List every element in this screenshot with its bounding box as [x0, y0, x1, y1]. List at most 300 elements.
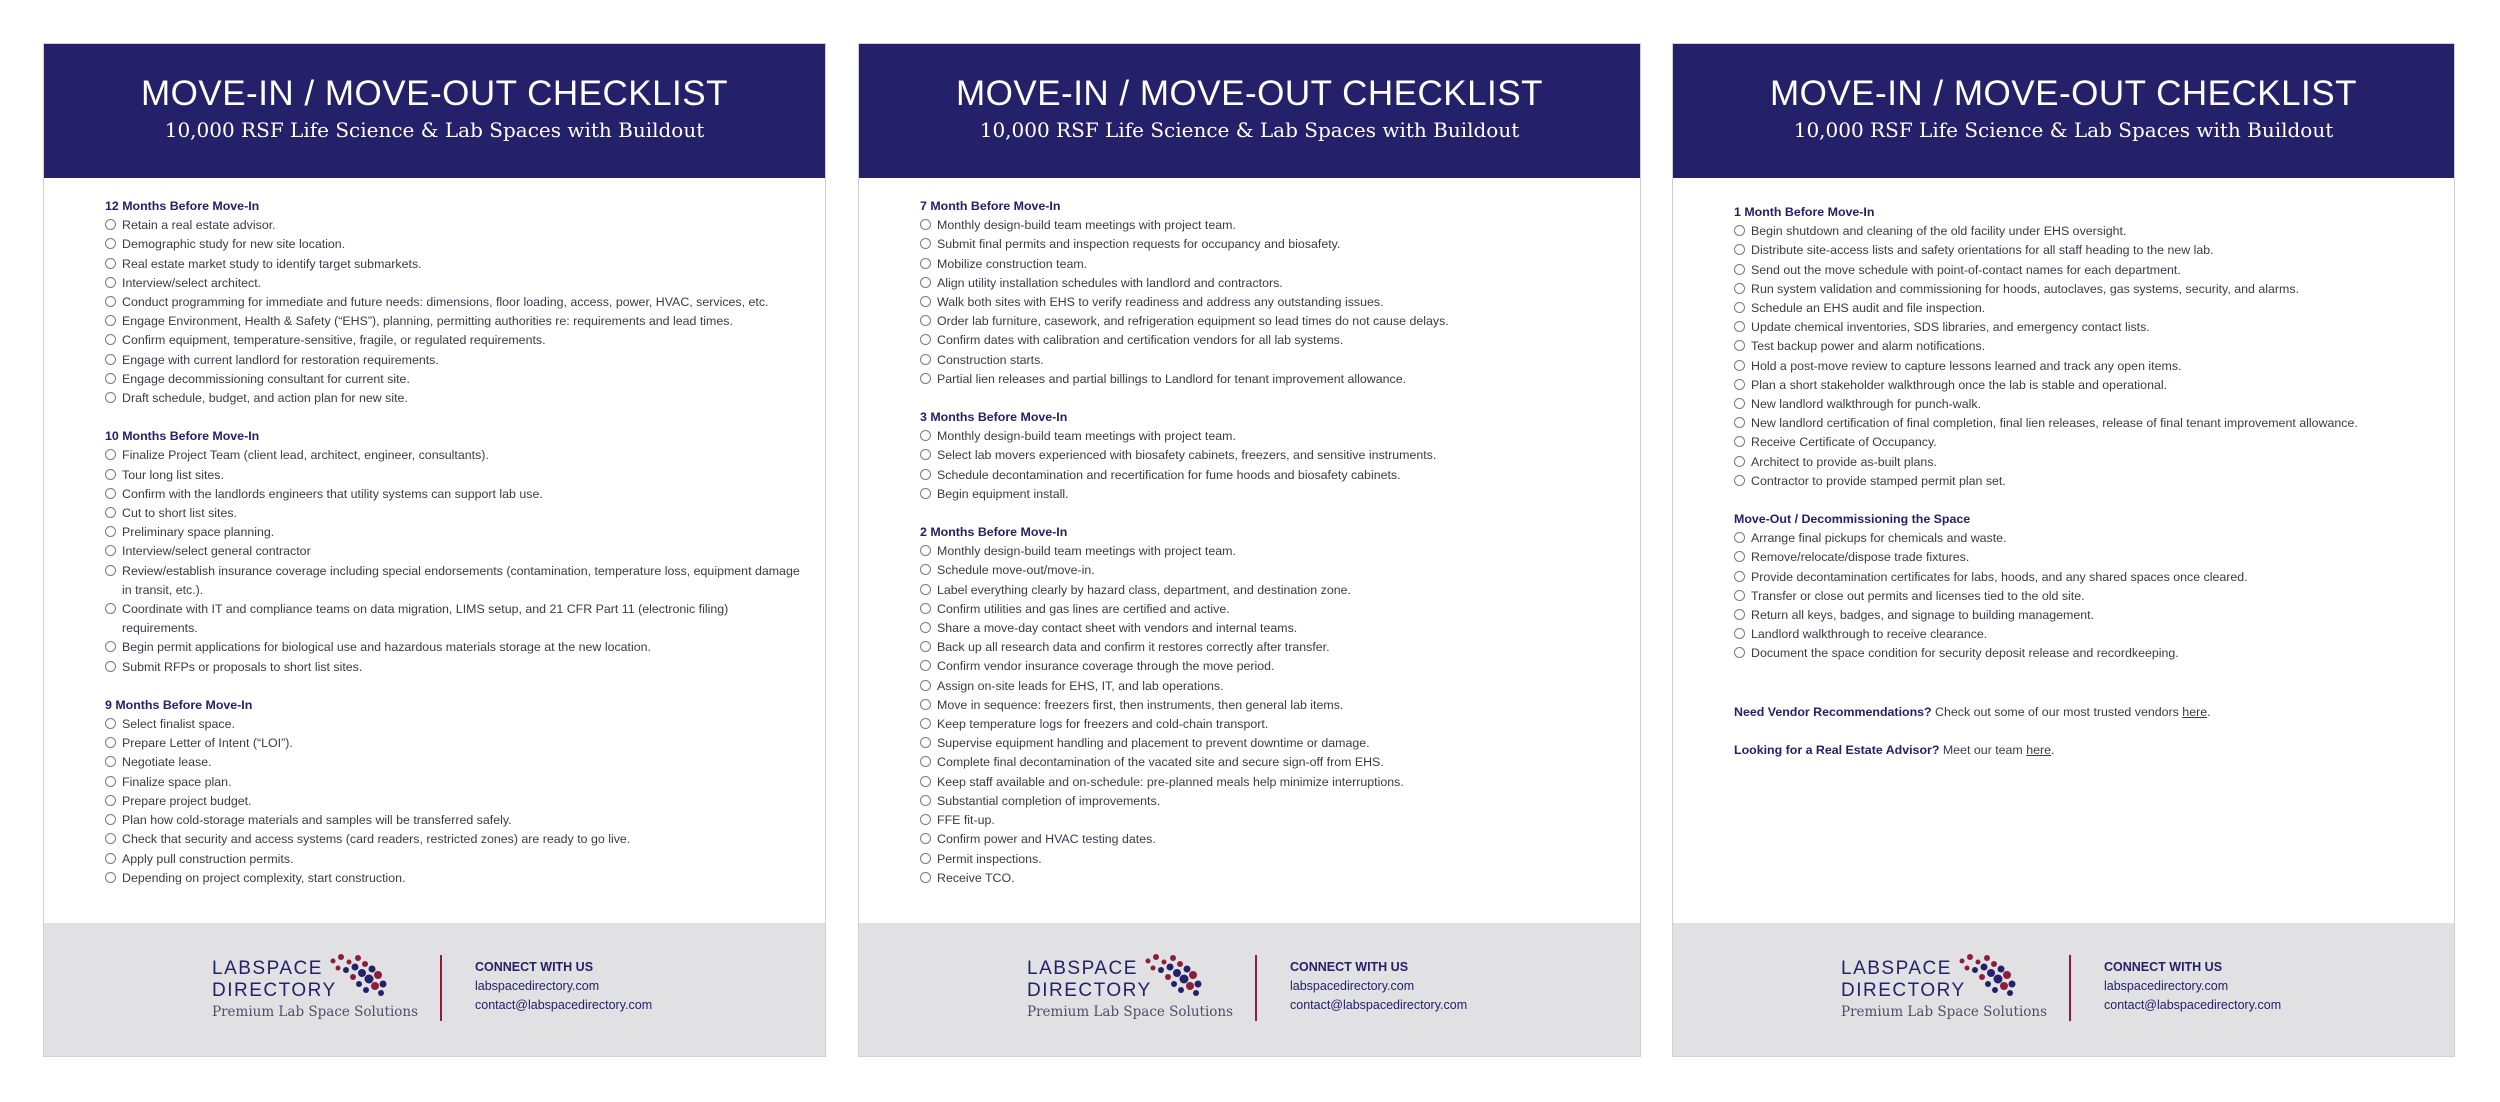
- checklist-item-text: Distribute site-access lists and safety orientations for all staff heading to the new lab.: [1751, 243, 2214, 258]
- checklist-item-text: Provide decontamination certificates for labs, hoods, and any shared spaces once cleared.: [1751, 569, 2248, 584]
- checkbox-circle-icon[interactable]: [1734, 244, 1745, 255]
- brand-line-2: DIRECTORY: [1841, 980, 1966, 1001]
- checklist-item: [920, 696, 1620, 715]
- checklist-item-text: Mobilize construction team.: [937, 256, 1088, 271]
- checklist-item-text: Walk both sites with EHS to verify readiness and address any outstanding issues.: [937, 295, 1384, 310]
- checkbox-circle-icon[interactable]: [105, 814, 116, 825]
- connect-heading: CONNECT WITH US: [2104, 960, 2223, 974]
- checklist-item: [1734, 625, 2434, 644]
- checkbox-circle-icon[interactable]: [1734, 398, 1745, 409]
- checklist-section: [1734, 203, 2434, 491]
- checkbox-circle-icon[interactable]: [1734, 340, 1745, 351]
- checklist-item: [105, 658, 805, 677]
- checklist-items: [1734, 222, 2434, 491]
- logo-dot: [1158, 967, 1164, 973]
- email-link[interactable]: contact@labspacedirectory.com: [1290, 998, 1468, 1012]
- checklist-item: [920, 216, 1620, 235]
- logo-dot: [374, 971, 382, 979]
- logo-dot: [1987, 969, 1995, 977]
- page-subtitle: 10,000 RSF Life Science & Lab Spaces with Buildout: [979, 118, 1520, 142]
- logo-dot: [1976, 960, 1981, 965]
- checklist-item-text: Plan how cold-storage materials and samples will be transferred safely.: [122, 813, 512, 828]
- checklist-item: [920, 619, 1620, 638]
- checklist-item-text: Landlord walkthrough to receive clearance.: [1751, 627, 1988, 642]
- logo-dot: [1992, 987, 1998, 993]
- checklist-item: [105, 235, 805, 254]
- checkbox-circle-icon[interactable]: [1734, 225, 1745, 236]
- logo-dot: [380, 981, 387, 988]
- checkbox-circle-icon[interactable]: [920, 660, 931, 671]
- molecule-logo-icon: [1144, 953, 1224, 1001]
- logo-dot: [336, 966, 341, 971]
- logo-dot: [1195, 981, 1202, 988]
- checklist-item-text: Arrange final pickups for chemicals and waste.: [1751, 531, 2007, 546]
- section-title: 7 Month Before Move-In: [920, 199, 1061, 213]
- checkbox-circle-icon[interactable]: [1734, 590, 1745, 601]
- website-link[interactable]: labspacedirectory.com: [2104, 979, 2229, 993]
- page-title: MOVE-IN / MOVE-OUT CHECKLIST: [955, 74, 1544, 113]
- checkbox-circle-icon[interactable]: [920, 296, 931, 307]
- checklist-item: [920, 561, 1620, 580]
- advisor-here-link[interactable]: here: [2026, 742, 2051, 757]
- checklist-item: [1734, 433, 2434, 452]
- checkbox-circle-icon[interactable]: [920, 680, 931, 691]
- checklist-item-text: Hold a post-move review to capture lessons learned and track any open items.: [1751, 358, 2182, 373]
- checkbox-circle-icon[interactable]: [920, 584, 931, 595]
- checklist-item-text: Update chemical inventories, SDS libraries, and emergency contact lists.: [1751, 320, 2150, 335]
- checklist-item-text: Schedule move-out/move-in.: [937, 563, 1095, 578]
- section-title: 3 Months Before Move-In: [920, 410, 1068, 425]
- section-title: 2 Months Before Move-In: [920, 525, 1068, 540]
- checklist-item-text: FFE fit-up.: [937, 813, 995, 828]
- checkbox-circle-icon[interactable]: [1734, 456, 1745, 467]
- checkbox-circle-icon[interactable]: [920, 430, 931, 441]
- checklist-section: [920, 523, 1620, 888]
- checkbox-circle-icon[interactable]: [105, 449, 116, 460]
- checklist-content: [105, 197, 805, 907]
- connect-heading: CONNECT WITH US: [475, 960, 594, 974]
- checklist-item-text: Order lab furniture, casework, and refrigeration equipment so lead times do not cause delays.: [937, 314, 1449, 329]
- logo-dot: [362, 961, 368, 967]
- checklist-item-text: Demographic study for new site location.: [122, 237, 346, 252]
- website-link[interactable]: labspacedirectory.com: [475, 979, 600, 993]
- brand-logo: [1841, 958, 1966, 1002]
- vendor-note-text: Check out some of our most trusted vendors: [1931, 704, 2183, 719]
- logo-dot: [1967, 954, 1973, 960]
- checklist-item-text: Receive Certificate of Occupancy.: [1751, 435, 1937, 450]
- checklist-item: [1734, 606, 2434, 625]
- checklist-item-text: Document the space condition for security deposit release and recordkeeping.: [1751, 646, 2179, 661]
- checklist-items: [920, 216, 1620, 389]
- checkbox-circle-icon[interactable]: [920, 488, 931, 499]
- logo-dot: [1991, 961, 1997, 967]
- checklist-item: [920, 446, 1620, 465]
- logo-dot: [343, 967, 349, 973]
- logo-dot: [363, 987, 369, 993]
- brand-tagline: Premium Lab Space Solutions: [212, 1004, 419, 1020]
- checklist-item: [105, 562, 805, 600]
- checklist-item-text: Preliminary space planning.: [122, 525, 275, 540]
- checkbox-circle-icon[interactable]: [105, 545, 116, 556]
- checkbox-circle-icon[interactable]: [1734, 436, 1745, 447]
- header-banner: [1673, 44, 2454, 178]
- checklist-item-text: Monthly design-build team meetings with project team.: [937, 218, 1236, 233]
- checklist-item-text: New landlord certification of final completion, final lien releases, release of final tenant improvement allowance.: [1751, 416, 2358, 431]
- checklist-content: [920, 197, 1620, 907]
- checklist-item: [920, 235, 1620, 254]
- checklist-section: [1734, 510, 2434, 664]
- checkbox-circle-icon[interactable]: [105, 603, 116, 614]
- checkbox-circle-icon[interactable]: [920, 545, 931, 556]
- logo-dot: [369, 966, 376, 973]
- footer: [44, 923, 825, 1056]
- checklist-item-text: Confirm dates with calibration and certification vendors for all lab systems.: [937, 333, 1344, 348]
- section-title: 10 Months Before Move-In: [105, 429, 260, 444]
- checklist-item: [920, 657, 1620, 676]
- checkbox-circle-icon[interactable]: [920, 373, 931, 384]
- checkbox-circle-icon[interactable]: [105, 641, 116, 652]
- logo-dot: [331, 959, 336, 964]
- section-title: 1 Month Before Move-In: [1734, 205, 1875, 219]
- checklist-item: [920, 293, 1620, 312]
- checklist-item: [105, 811, 805, 830]
- checklist-item: [920, 715, 1620, 734]
- checklist-item-text: Plan a short stakeholder walkthrough once the lab is stable and operational.: [1751, 377, 2168, 392]
- checklist-item-text: Select lab movers experienced with biosafety cabinets, freezers, and sensitive instruments.: [937, 448, 1437, 463]
- checkbox-circle-icon[interactable]: [105, 507, 116, 518]
- checklist-item: [105, 389, 805, 408]
- checkbox-circle-icon[interactable]: [920, 258, 931, 269]
- checklist-item-text: Review/establish insurance coverage including special endorsements (contamination, temperature loss, equipment damage in transit, etc.).: [122, 563, 800, 597]
- checklist-item-text: Complete final decontamination of the vacated site and secure sign-off from EHS.: [937, 755, 1384, 770]
- checklist-item: [105, 869, 805, 888]
- checklist-item: [1734, 261, 2434, 280]
- checklist-item: [105, 446, 805, 465]
- checkbox-circle-icon[interactable]: [920, 756, 931, 767]
- checkbox-circle-icon[interactable]: [920, 641, 931, 652]
- checklist-item: [920, 331, 1620, 350]
- checklist-item: [1734, 472, 2434, 491]
- logo-dot: [1981, 964, 1988, 971]
- checklist-item: [920, 677, 1620, 696]
- checklist-item-text: Confirm utilities and gas lines are certified and active.: [937, 601, 1230, 616]
- checkbox-circle-icon[interactable]: [105, 354, 116, 365]
- checkbox-circle-icon[interactable]: [105, 853, 116, 864]
- logo-dot: [356, 981, 362, 987]
- checkbox-circle-icon[interactable]: [920, 853, 931, 864]
- logo-dot: [338, 954, 344, 960]
- checklist-section: [920, 197, 1620, 389]
- checkbox-circle-icon[interactable]: [920, 699, 931, 710]
- email-link[interactable]: contact@labspacedirectory.com: [2104, 998, 2282, 1012]
- checkbox-circle-icon[interactable]: [105, 833, 116, 844]
- checklist-item: [920, 255, 1620, 274]
- checkbox-circle-icon[interactable]: [105, 872, 116, 883]
- checklist-item: [1734, 357, 2434, 376]
- footer: [1673, 923, 2454, 1056]
- checklist-item: [920, 351, 1620, 370]
- checklist-item-text: Retain a real estate advisor.: [122, 218, 276, 233]
- checkbox-circle-icon[interactable]: [105, 795, 116, 806]
- logo-dot: [1979, 974, 1985, 980]
- checklist-item: [1734, 222, 2434, 241]
- checklist-item-text: Keep staff available and on-schedule: pre-planned meals help minimize interruptions.: [937, 774, 1404, 789]
- page-subtitle: 10,000 RSF Life Science & Lab Spaces with Buildout: [164, 118, 705, 142]
- logo-dot: [1153, 954, 1159, 960]
- checklist-item: [920, 600, 1620, 619]
- checklist-item-text: Monthly design-build team meetings with project team.: [937, 544, 1236, 559]
- checklist-item-text: Interview/select general contractor: [122, 544, 311, 559]
- page-title: MOVE-IN / MOVE-OUT CHECKLIST: [1769, 74, 2358, 113]
- checklist-item: [920, 753, 1620, 772]
- checkbox-circle-icon[interactable]: [105, 373, 116, 384]
- checkbox-circle-icon[interactable]: [920, 718, 931, 729]
- checklist-item: [920, 830, 1620, 849]
- logo-dot: [1170, 955, 1176, 961]
- section-title: 9 Months Before Move-In: [105, 697, 253, 712]
- page-subtitle: 10,000 RSF Life Science & Lab Spaces with Buildout: [1793, 118, 2334, 142]
- checklist-item: [1734, 548, 2434, 567]
- checklist-items: [1734, 529, 2434, 663]
- checklist-item-text: Engage Environment, Health & Safety (“EHS”), planning, permitting authorities re: requirements and lead times.: [122, 314, 733, 329]
- checklist-item-text: Confirm with the landlords engineers that utility systems can support lab use.: [122, 486, 543, 501]
- checklist-item-text: New landlord walkthrough for punch-walk.: [1751, 397, 1982, 412]
- checklist-item: [920, 581, 1620, 600]
- logo-dot: [352, 964, 359, 971]
- checklist-item: [1734, 337, 2434, 356]
- checkbox-circle-icon[interactable]: [1734, 321, 1745, 332]
- checklist-item-text: Schedule decontamination and recertification for fume hoods and biosafety cabinets.: [937, 467, 1401, 482]
- checklist-item-text: Cut to short list sites.: [122, 506, 237, 521]
- checklist-item-text: Align utility installation schedules with landlord and contractors.: [937, 275, 1283, 290]
- logo-dot: [1972, 967, 1978, 973]
- checkbox-circle-icon[interactable]: [105, 776, 116, 787]
- section-title: Move-Out / Decommissioning the Space: [1734, 512, 1971, 527]
- header-banner: [859, 44, 1640, 178]
- checklist-item-text: Confirm vendor insurance coverage through the move period.: [937, 659, 1275, 674]
- checklist-item-text: Engage with current landlord for restoration requirements.: [122, 352, 439, 367]
- checklist-item: [1734, 280, 2434, 299]
- checklist-item: [920, 312, 1620, 331]
- checklist-item: [1734, 644, 2434, 663]
- logo-dot: [1186, 982, 1194, 990]
- checkbox-circle-icon[interactable]: [105, 469, 116, 480]
- checkbox-circle-icon[interactable]: [1734, 360, 1745, 371]
- section-list: [920, 197, 1620, 888]
- checkbox-circle-icon[interactable]: [1734, 571, 1745, 582]
- checklist-item: [1734, 376, 2434, 395]
- brand-logo: [212, 958, 337, 1002]
- checkbox-circle-icon[interactable]: [105, 219, 116, 230]
- checkbox-circle-icon[interactable]: [920, 219, 931, 230]
- checklist-page-3: [1672, 43, 2455, 1057]
- checkbox-circle-icon[interactable]: [1734, 532, 1745, 543]
- checkbox-circle-icon[interactable]: [105, 392, 116, 403]
- checklist-item-text: Permit inspections.: [937, 851, 1042, 866]
- checkbox-circle-icon[interactable]: [105, 718, 116, 729]
- checkbox-circle-icon[interactable]: [920, 238, 931, 249]
- checklist-item-text: Substantial completion of improvements.: [937, 793, 1161, 808]
- checklist-item-text: Tour long list sites.: [122, 467, 224, 482]
- checklist-item: [105, 638, 805, 657]
- checklist-item: [920, 427, 1620, 446]
- checkbox-circle-icon[interactable]: [105, 258, 116, 269]
- logo-dot: [378, 990, 384, 996]
- checklist-item-text: Submit final permits and inspection requests for occupancy and biosafety.: [937, 237, 1341, 252]
- vendor-here-link[interactable]: here: [2182, 704, 2208, 719]
- checklist-item-text: Keep temperature logs for freezers and cold-chain transport.: [937, 717, 1269, 732]
- checkbox-circle-icon[interactable]: [105, 488, 116, 499]
- checklist-item: [105, 485, 805, 504]
- checkbox-circle-icon[interactable]: [1734, 628, 1745, 639]
- footer-divider: [440, 955, 442, 1021]
- checklist-item: [1734, 299, 2434, 318]
- logo-dot: [1960, 959, 1965, 964]
- advisor-note-text: Meet our team: [1939, 742, 2027, 757]
- checklist-item: [105, 600, 805, 638]
- checklist-item-text: Return all keys, badges, and signage to building management.: [1751, 608, 2095, 623]
- checklist-section: [105, 427, 805, 677]
- checkbox-circle-icon[interactable]: [105, 737, 116, 748]
- checkbox-circle-icon[interactable]: [920, 334, 931, 345]
- notes: [1734, 703, 2434, 760]
- checklist-item-text: Begin shutdown and cleaning of the old facility under EHS oversight.: [1751, 224, 2127, 239]
- checkbox-circle-icon[interactable]: [920, 872, 931, 883]
- logo-dot: [1171, 981, 1177, 987]
- checklist-item-text: Submit RFPs or proposals to short list sites.: [122, 659, 363, 674]
- checkbox-circle-icon[interactable]: [1734, 609, 1745, 620]
- checklist-item: [105, 734, 805, 753]
- checkbox-circle-icon[interactable]: [920, 315, 931, 326]
- checklist-item: [920, 370, 1620, 389]
- checklist-item: [105, 255, 805, 274]
- website-link[interactable]: labspacedirectory.com: [1290, 979, 1415, 993]
- brand-line-2: DIRECTORY: [1027, 980, 1152, 1001]
- checklist-item-text: Schedule an EHS audit and file inspection.: [1751, 301, 1986, 316]
- checklist-page-1: [43, 43, 826, 1057]
- checklist-item: [1734, 395, 2434, 414]
- logo-dot: [350, 974, 356, 980]
- checkbox-circle-icon[interactable]: [1734, 283, 1745, 294]
- checklist-item-text: Back up all research data and confirm it restores correctly after transfer.: [937, 640, 1330, 655]
- checkbox-circle-icon[interactable]: [105, 315, 116, 326]
- checklist-items: [920, 542, 1620, 888]
- checkbox-circle-icon[interactable]: [920, 603, 931, 614]
- checkbox-circle-icon[interactable]: [105, 238, 116, 249]
- checklist-item-text: Conduct programming for immediate and future needs: dimensions, floor loading, access, power, HVAC, services, etc.: [122, 295, 769, 310]
- checklist-item: [105, 753, 805, 772]
- checklist-item: [1734, 587, 2434, 606]
- checklist-item-text: Negotiate lease.: [122, 755, 212, 770]
- checklist-item: [105, 216, 805, 235]
- checklist-item-text: Confirm equipment, temperature-sensitive, fragile, or regulated requirements.: [122, 333, 546, 348]
- checkbox-circle-icon[interactable]: [105, 565, 116, 576]
- brand-line-1: LABSPACE: [212, 958, 323, 979]
- checklist-item: [920, 638, 1620, 657]
- checkbox-circle-icon[interactable]: [920, 776, 931, 787]
- checkbox-circle-icon[interactable]: [105, 334, 116, 345]
- checklist-item-text: Architect to provide as-built plans.: [1751, 454, 1937, 469]
- checkbox-circle-icon[interactable]: [920, 814, 931, 825]
- checkbox-circle-icon[interactable]: [920, 469, 931, 480]
- checkbox-circle-icon[interactable]: [1734, 379, 1745, 390]
- checkbox-circle-icon[interactable]: [920, 449, 931, 460]
- brand-tagline: Premium Lab Space Solutions: [1841, 1004, 2048, 1020]
- checkbox-circle-icon[interactable]: [105, 277, 116, 288]
- checklist-item-text: Prepare project budget.: [122, 793, 252, 808]
- checkbox-circle-icon[interactable]: [1734, 264, 1745, 275]
- checkbox-circle-icon[interactable]: [920, 833, 931, 844]
- checklist-item: [920, 850, 1620, 869]
- checkbox-circle-icon[interactable]: [1734, 417, 1745, 428]
- checklist-item: [105, 351, 805, 370]
- checklist-item-text: Move in sequence: freezers first, then instruments, then general lab items.: [937, 697, 1344, 712]
- vendor-note: [1734, 703, 2434, 722]
- checkbox-circle-icon[interactable]: [920, 737, 931, 748]
- email-link[interactable]: contact@labspacedirectory.com: [475, 998, 653, 1012]
- checklist-item: [105, 715, 805, 734]
- checklist-item: [105, 542, 805, 561]
- checklist-item-text: Confirm power and HVAC testing dates.: [937, 832, 1156, 847]
- logo-dot: [1985, 981, 1991, 987]
- checklist-item-text: Apply pull construction permits.: [122, 851, 294, 866]
- checklist-items: [105, 715, 805, 888]
- vendor-note-lead: Need Vendor Recommendations?: [1734, 704, 1932, 719]
- checkbox-circle-icon[interactable]: [105, 756, 116, 767]
- brand-tagline: Premium Lab Space Solutions: [1027, 1004, 1234, 1020]
- brand-line-2: DIRECTORY: [212, 980, 337, 1001]
- checklist-item-text: Finalize Project Team (client lead, architect, engineer, consultants).: [122, 448, 489, 463]
- checklist-item-text: Select finalist space.: [122, 717, 235, 732]
- checkbox-circle-icon[interactable]: [920, 622, 931, 633]
- checkbox-circle-icon[interactable]: [105, 296, 116, 307]
- checklist-item-text: Remove/relocate/dispose trade fixtures.: [1751, 550, 1970, 565]
- checkbox-circle-icon[interactable]: [920, 354, 931, 365]
- header-banner: [44, 44, 825, 178]
- footer: [859, 923, 1640, 1056]
- checklist-item-text: Test backup power and alarm notifications.: [1751, 339, 1986, 354]
- molecule-logo-icon: [329, 953, 409, 1001]
- brand-line-1: LABSPACE: [1841, 958, 1952, 979]
- checklist-item: [105, 312, 805, 331]
- checkbox-circle-icon[interactable]: [1734, 475, 1745, 486]
- checklist-item: [105, 331, 805, 350]
- checklist-item: [105, 293, 805, 312]
- checklist-item: [105, 504, 805, 523]
- checkbox-circle-icon[interactable]: [1734, 551, 1745, 562]
- checkbox-circle-icon[interactable]: [920, 564, 931, 575]
- logo-dot: [1998, 966, 2005, 973]
- checkbox-circle-icon[interactable]: [920, 277, 931, 288]
- checklist-item: [1734, 529, 2434, 548]
- checkbox-circle-icon[interactable]: [105, 661, 116, 672]
- logo-dot: [1151, 966, 1156, 971]
- connect-heading: CONNECT WITH US: [1290, 960, 1409, 974]
- checklist-item-text: Check that security and access systems (card readers, restricted zones) are ready to go live.: [122, 832, 631, 847]
- checklist-item: [920, 485, 1620, 504]
- logo-dot: [1984, 955, 1990, 961]
- checklist-item-text: Transfer or close out permits and licenses tied to the old site.: [1751, 588, 2085, 603]
- checkbox-circle-icon[interactable]: [920, 795, 931, 806]
- checklist-item-text: Run system validation and commissioning for hoods, autoclaves, gas systems, security, and alarms.: [1751, 281, 2299, 296]
- checkbox-circle-icon[interactable]: [105, 526, 116, 537]
- logo-dot: [2009, 981, 2016, 988]
- brand-line-1: LABSPACE: [1027, 958, 1138, 979]
- checkbox-circle-icon[interactable]: [1734, 302, 1745, 313]
- logo-dot: [1165, 974, 1171, 980]
- checklist-item: [920, 811, 1620, 830]
- checkbox-circle-icon[interactable]: [1734, 647, 1745, 658]
